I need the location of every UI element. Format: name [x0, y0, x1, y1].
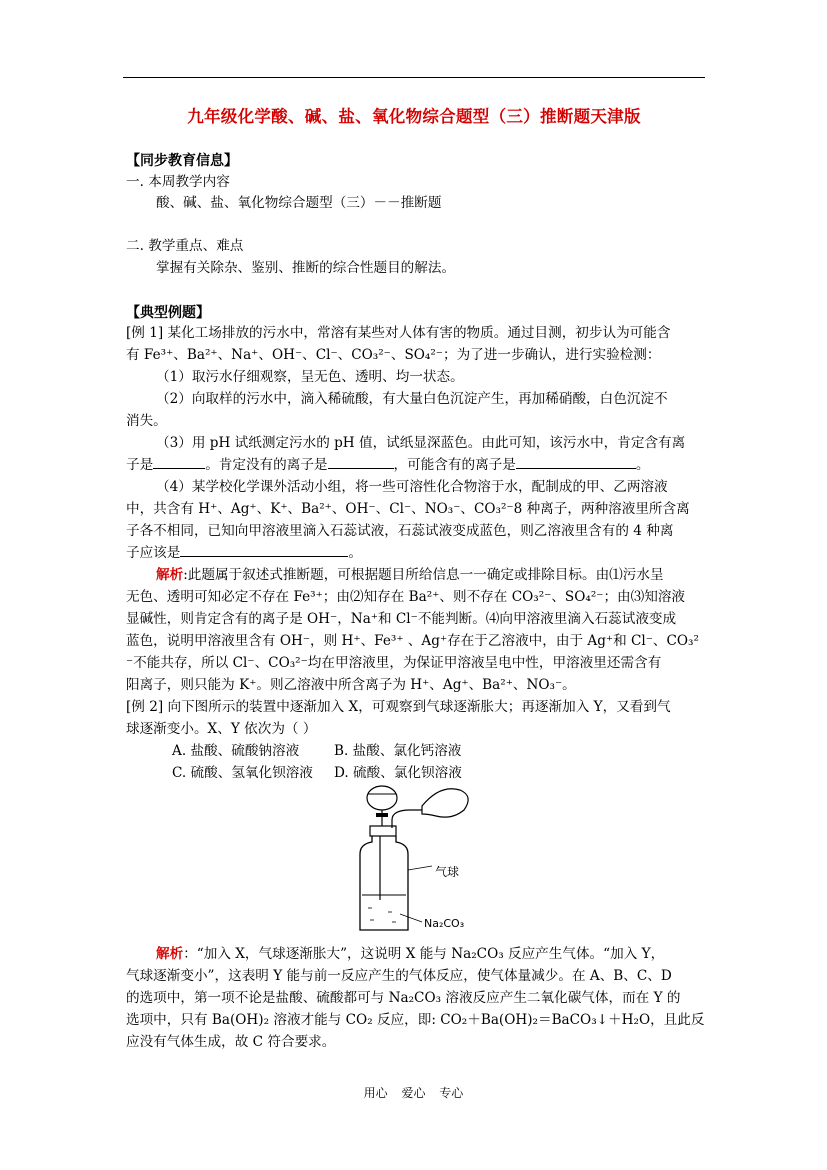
- item1-body: 酸、碱、盐、氧化物综合题型（三）－－推断题: [156, 195, 442, 211]
- delivery-tube: [392, 810, 422, 828]
- ex1-line-1: [例 1] 某化工场排放的污水中，常溶有某些对人体有害的物质。通过目测，初步认为可能含: [126, 325, 671, 341]
- ex1-line-11-text-b: 。: [348, 545, 362, 561]
- ex1-line-8: （4）某学校化学课外活动小组，将一些可溶性化合物溶于水，配制成的甲、乙两溶液: [156, 479, 668, 495]
- ex1-line-7-text-b: 。肯定没有的离子是: [205, 457, 328, 473]
- solution-pointer: [400, 914, 422, 922]
- ex1-line-6: （3）用 pH 试纸测定污水的 pH 值，试纸显深蓝色。由此可知，该污水中，肯定含有离: [156, 435, 686, 451]
- solution-label: Na₂CO₃: [424, 917, 465, 930]
- ex1-line-7: [126, 455, 649, 475]
- ex2-solution-line-2: 气球逐渐变小”，这表明 Y 能与前一反应产生的气体反应，使气体量减少。在 A、B、C、D: [126, 968, 672, 984]
- item2-heading: 二. 教学重点、难点: [126, 238, 244, 254]
- ex1-line-11-text-a: 子应该是: [126, 545, 181, 561]
- ex2-solution-line-5: 应没有气体生成，故 C 符合要求。: [126, 1034, 336, 1050]
- ex1-line-9: 中，共含有 H⁺、Ag⁺、K⁺、Ba²⁺、OH⁻、Cl⁻、NO₃⁻、CO₃²⁻8 种离子，两种溶液里所含离: [126, 501, 690, 517]
- ex1-solution-line-1: [156, 565, 664, 585]
- balloon-label: 气球: [435, 865, 460, 879]
- ex2-option-c: C. 硫酸、氢氧化钡溶液: [172, 765, 313, 781]
- bottle: [360, 836, 408, 930]
- solution-label: 解析: [156, 567, 184, 583]
- balloon: [422, 789, 468, 817]
- apparatus-figure: [340, 780, 480, 940]
- ex2-solution-line-3: 的选项中，第一项不论是盐酸、硫酸都可与 Na₂CO₃ 溶液反应产生二氧化碳气体，而在 Y 的: [126, 990, 681, 1006]
- header-rule: [123, 77, 705, 78]
- item1-heading: 一. 本周教学内容: [126, 174, 230, 190]
- apparatus-diagram: [340, 780, 480, 940]
- ex1-solution-text: :此题属于叙述式推断题，可根据题目所给信息一一确定或排除目标。由⑴污水呈: [183, 567, 664, 583]
- page-footer: 用心 爱心 专心: [363, 1086, 464, 1100]
- ex2-line-1: [例 2] 向下图所示的装置中逐渐加入 X，可观察到气球逐渐胀大；再逐渐加入 Y，又看到气: [126, 699, 671, 715]
- answer-blank[interactable]: [516, 456, 636, 469]
- ex1-line-5: 消失。: [126, 413, 167, 429]
- section-heading-info: 【同步教育信息】: [126, 153, 238, 169]
- ex2-solution-text: ：“加入 X，气球逐渐胀大”，这说明 X 能与 Na₂CO₃ 反应产生气体。“加入 Y，: [183, 946, 665, 962]
- ex1-line-2: 有 Fe³⁺、Ba²⁺、Na⁺、OH⁻、Cl⁻、CO₃²⁻、SO₄²⁻；为了进一步确认，进行实验检测：: [126, 347, 661, 363]
- ex2-option-d: D. 硫酸、氯化钡溶液: [334, 765, 462, 781]
- ex1-solution-line-3: 显碱性，则肯定含有的离子是 OH⁻，Na⁺和 Cl⁻不能判断。⑷向甲溶液里滴入石蕊试液变成: [126, 611, 677, 627]
- stopcock: [376, 813, 388, 817]
- section-heading-examples: 【典型例题】: [126, 305, 210, 321]
- ex1-solution-line-4: 蓝色，说明甲溶液里含有 OH⁻，则 H⁺、Fe³⁺ 、Ag⁺存在于乙溶液中，由于 Ag⁺和 Cl⁻、CO₃²: [126, 633, 699, 649]
- ex1-line-3: （1）取污水仔细观察，呈无色、透明、均一状态。: [156, 369, 464, 385]
- balloon-pointer: [408, 866, 432, 870]
- ex2-line-2: 球逐渐变小。X、Y 依次为（ ）: [126, 721, 317, 737]
- funnel-bulb: [367, 786, 397, 810]
- ex2-solution-line-4: 选项中，只有 Ba(OH)₂ 溶液才能与 CO₂ 反应，即: CO₂＋Ba(OH)₂＝BaCO₃↓＋H₂O，且此反: [126, 1012, 705, 1028]
- answer-blank[interactable]: [153, 456, 205, 469]
- ex2-solution-line-1: [156, 944, 664, 964]
- ex1-solution-line-5: ⁻不能共存，所以 Cl⁻、CO₃²⁻均在甲溶液里，为保证甲溶液呈电中性，甲溶液里还需含有: [126, 655, 662, 671]
- solution-label: 解析: [156, 946, 184, 962]
- ex1-line-11: [126, 543, 362, 563]
- ex1-line-7-text-c: ，可能含有的离子是: [393, 457, 516, 473]
- ex1-solution-line-2: 无色、透明可知必定不存在 Fe³⁺；由⑵知存在 Ba²⁺、则不存在 CO₃²⁻、SO₄²⁻；由⑶知溶液: [126, 589, 686, 605]
- ex1-line-7-text-d: 。: [635, 457, 650, 473]
- ex1-line-10: 子各不相同，已知向甲溶液里滴入石蕊试液，石蕊试液变成蓝色，则乙溶液里含有的 4 种离: [126, 523, 674, 539]
- ex2-option-a: A. 盐酸、硫酸钠溶液: [172, 743, 300, 759]
- item2-body: 掌握有关除杂、鉴别、推断的综合性题目的解法。: [156, 260, 456, 276]
- ex1-line-4: （2）向取样的污水中，滴入稀硫酸，有大量白色沉淀产生，再加稀硝酸，白色沉淀不: [156, 391, 668, 407]
- ex1-line-7-text-a: 子是: [126, 457, 154, 473]
- document-title: 九年级化学酸、碱、盐、氧化物综合题型（三）推断题天津版: [187, 107, 641, 126]
- answer-blank[interactable]: [328, 456, 394, 469]
- answer-blank[interactable]: [180, 544, 348, 557]
- ex2-option-b: B. 盐酸、氯化钙溶液: [334, 743, 462, 759]
- ex1-solution-line-6: 阳离子，则只能为 K⁺。则乙溶液中所含离子为 H⁺、Ag⁺、Ba²⁺、NO₃⁻。: [126, 677, 576, 693]
